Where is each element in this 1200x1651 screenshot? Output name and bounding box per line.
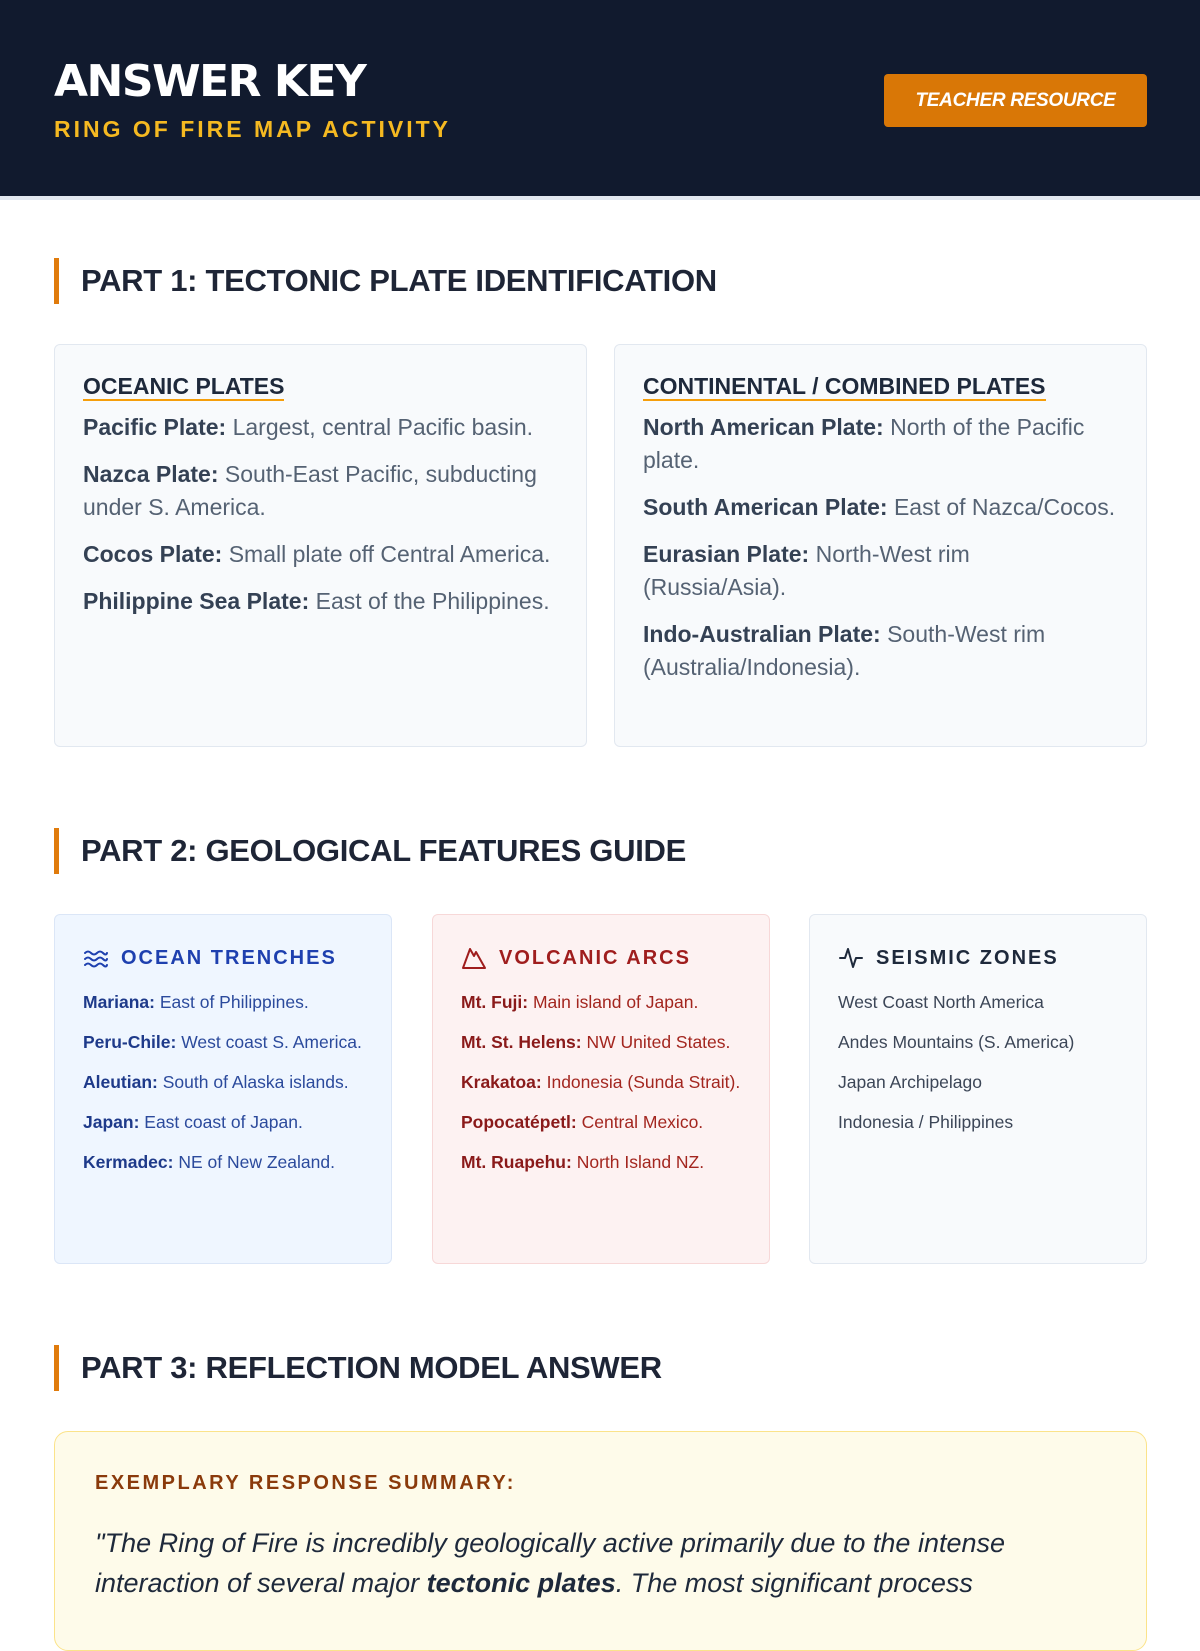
volcanic-arcs-heading: VOLCANIC ARCS xyxy=(461,941,745,975)
list-item: Japan: East coast of Japan. xyxy=(83,1112,303,1132)
volcanic-arcs-card xyxy=(432,914,770,1264)
list-item: Kermadec: NE of New Zealand. xyxy=(83,1152,335,1172)
part2-title: PART 2: GEOLOGICAL FEATURES GUIDE xyxy=(54,828,686,874)
page-title: ANSWER KEY xyxy=(54,56,366,107)
list-item: Krakatoa: Indonesia (Sunda Strait). xyxy=(461,1072,741,1092)
list-item: Mt. Fuji: Main island of Japan. xyxy=(461,992,699,1012)
model-answer-quote: "The Ring of Fire is incredibly geologically active primarily due to the intense interaction of several major tectonic plates. The most significant process xyxy=(95,1528,1006,1598)
ocean-trenches-heading: OCEAN TRENCHES xyxy=(83,941,367,975)
list-item: West Coast North America xyxy=(838,992,1044,1012)
ocean-trenches-card xyxy=(54,914,392,1264)
teacher-resource-badge: TEACHER RESOURCE xyxy=(884,74,1147,127)
part3-title: PART 3: REFLECTION MODEL ANSWER xyxy=(54,1345,662,1391)
seismic-zones-card xyxy=(809,914,1147,1264)
list-item: Mariana: East of Philippines. xyxy=(83,992,309,1012)
mountain-icon xyxy=(461,946,487,970)
continental-plates-card xyxy=(614,344,1147,747)
list-item: Mt. St. Helens: NW United States. xyxy=(461,1032,731,1052)
list-item: Philippine Sea Plate: East of the Philippines. xyxy=(83,588,550,614)
activity-icon xyxy=(838,946,864,970)
list-item: South American Plate: East of Nazca/Cocos. xyxy=(643,494,1116,520)
list-item: Indo-Australian Plate: South-West rim (Australia/Indonesia). xyxy=(643,621,1046,680)
page-subtitle: RING OF FIRE MAP ACTIVITY xyxy=(54,116,452,142)
list-item: North American Plate: North of the Pacific plate. xyxy=(643,414,1085,473)
list-item: Eurasian Plate: North-West rim (Russia/Asia). xyxy=(643,541,970,600)
list-item: Popocatépetl: Central Mexico. xyxy=(461,1112,704,1132)
list-item: Cocos Plate: Small plate off Central America. xyxy=(83,541,551,567)
list-item: Andes Mountains (S. America) xyxy=(838,1032,1075,1052)
continental-plates-heading: CONTINENTAL / COMBINED PLATES xyxy=(643,373,1046,399)
list-item: Nazca Plate: South-East Pacific, subducting under S. America. xyxy=(83,461,537,520)
list-item: Aleutian: South of Alaska islands. xyxy=(83,1072,349,1092)
page-header xyxy=(0,0,1200,200)
list-item: Peru-Chile: West coast S. America. xyxy=(83,1032,362,1052)
waves-icon xyxy=(83,947,109,969)
summary-label: EXEMPLARY RESPONSE SUMMARY: xyxy=(95,1472,516,1494)
list-item: Pacific Plate: Largest, central Pacific basin. xyxy=(83,414,534,440)
oceanic-plates-heading: OCEANIC PLATES xyxy=(83,373,285,399)
seismic-zones-heading: SEISMIC ZONES xyxy=(838,941,1122,975)
part1-title: PART 1: TECTONIC PLATE IDENTIFICATION xyxy=(54,258,717,304)
list-item: Japan Archipelago xyxy=(838,1072,982,1092)
oceanic-plates-card xyxy=(54,344,587,747)
list-item: Mt. Ruapehu: North Island NZ. xyxy=(461,1152,705,1172)
list-item: Indonesia / Philippines xyxy=(838,1112,1014,1132)
model-answer-box xyxy=(54,1431,1147,1651)
